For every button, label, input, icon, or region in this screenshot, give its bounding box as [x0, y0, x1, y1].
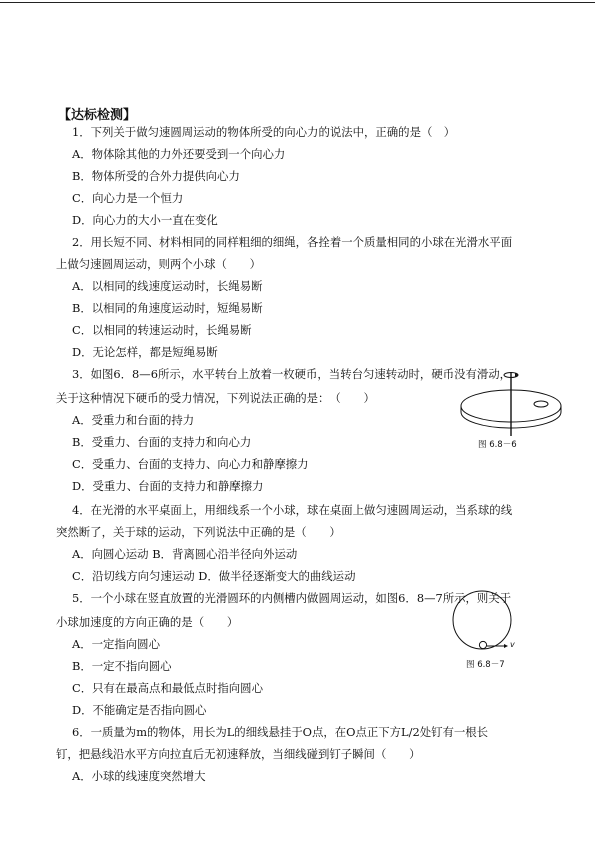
text-line: D．受重力、台面的支持力和静摩擦力: [72, 479, 264, 493]
text-line: 6．一质量为m的物体，用长为L的细线悬挂于O点，在O点正下方L/2处钉有一根长: [72, 725, 489, 739]
text-line: C．以相同的转速运动时，长绳易断: [72, 323, 252, 337]
text-line: B．物体所受的合外力提供向心力: [72, 169, 240, 183]
text-line: B．以相同的角速度运动时，短绳易断: [72, 301, 263, 315]
text-line: B．一定不指向圆心: [72, 659, 172, 673]
text-line: A．向圆心运动 B．背离圆心沿半径向外运动: [72, 547, 298, 561]
text-line: A．小球的线速度突然增大: [72, 769, 206, 783]
text-line: 3．如图6．8—6所示，水平转台上放着一枚硬币，当转台匀速转动时，硬币没有滑动，: [72, 367, 512, 381]
page-top-border: [0, 2, 595, 3]
text-line: C．受重力、台面的支持力、向心力和静摩擦力: [72, 457, 309, 471]
text-line: D．不能确定是否指向圆心: [72, 703, 207, 717]
text-line: C．向心力是一个恒力: [72, 191, 184, 205]
text-line: D．无论怎样，都是短绳易断: [72, 345, 218, 359]
text-line: A．受重力和台面的持力: [72, 413, 195, 427]
text-line: 关于这种情况下硬币的受力情况，下列说法正确的是： （ ）: [56, 391, 375, 405]
text-line: D．向心力的大小一直在变化: [72, 213, 218, 227]
text-line: 2．用长短不同、材料相同的同样粗细的细绳，各拴着一个质量相同的小球在光滑水平面: [72, 235, 513, 249]
text-line: A．物体除其他的力外还要受到一个向心力: [72, 147, 286, 161]
text-line: 小球加速度的方向正确的是（ ）: [56, 615, 239, 629]
text-line: C．只有在最高点和最低点时指向圆心: [72, 681, 263, 695]
text-line: 突然断了，关于球的运动，下列说法中正确的是（ ）: [56, 525, 341, 539]
text-line: B．受重力、台面的支持力和向心力: [72, 435, 252, 449]
figure-caption-6-8-6: 图 6.8－6: [478, 440, 517, 450]
text-line: 1．下列关于做匀速圆周运动的物体所受的向心力的说法中，正确的是（ ）: [72, 125, 456, 139]
figure-caption-6-8-7: 图 6.8－7: [466, 660, 505, 670]
text-line: 4．在光滑的水平桌面上，用细线系一个小球，球在桌面上做匀速圆周运动，当系球的线: [72, 503, 513, 517]
text-line: 钉，把悬线沿水平方向拉直后无初速释放，当细线碰到钉子瞬间（ ）: [56, 747, 421, 761]
section-heading: 【达标检测】: [58, 108, 137, 123]
text-line: 上做匀速圆周运动，则两个小球（ ）: [56, 257, 262, 271]
text-line: C．沿切线方向匀速运动 D．做半径逐渐变大的曲线运动: [72, 569, 356, 583]
text-line: 5．一个小球在竖直放置的光滑圆环的内侧槽内做圆周运动，如图6．8—7所示，则关于: [72, 591, 512, 605]
text-line: A．以相同的线速度运动时，长绳易断: [72, 279, 263, 293]
text-line: A．一定指向圆心: [72, 637, 160, 651]
velocity-label: v: [510, 640, 515, 649]
